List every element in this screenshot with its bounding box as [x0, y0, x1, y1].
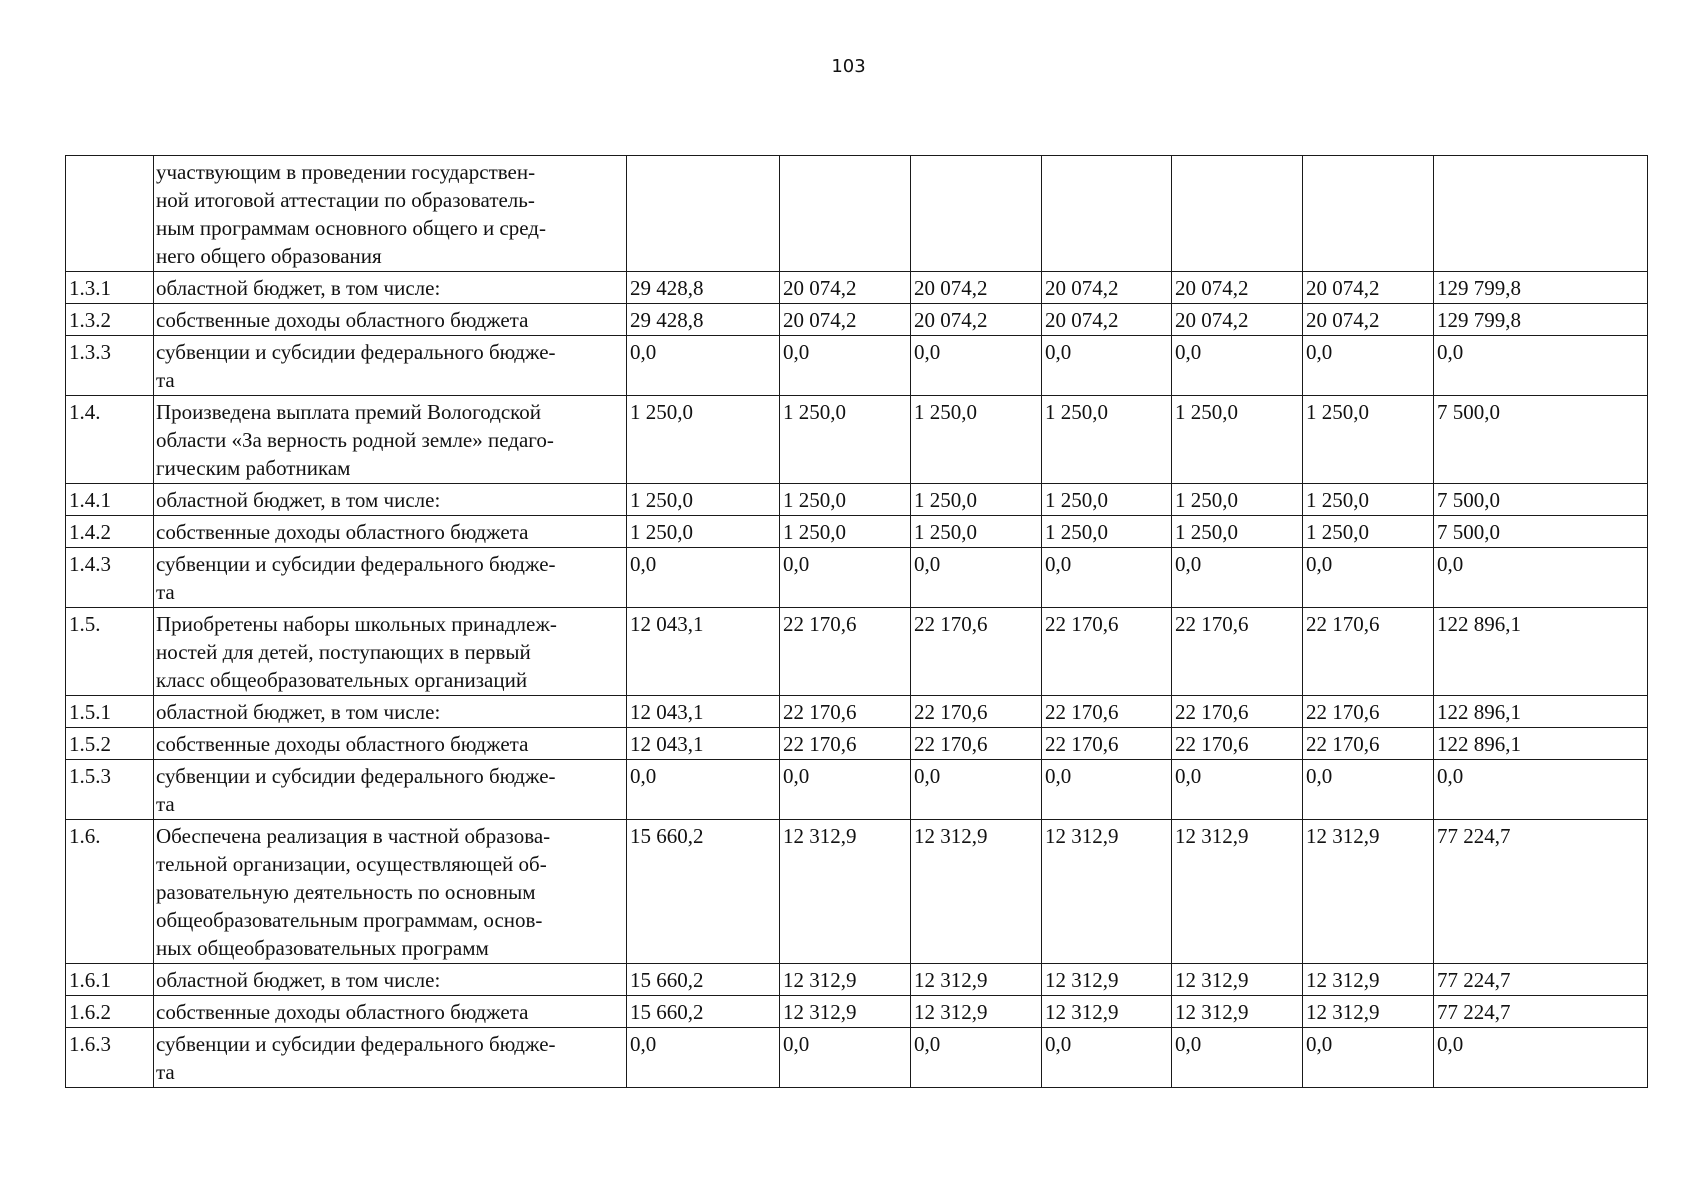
table-row	[66, 272, 1648, 304]
value-cell: 1 250,0	[1042, 396, 1172, 484]
row-description	[154, 696, 627, 728]
value-cell: 22 170,6	[1172, 728, 1303, 760]
value-cell: 12 043,1	[627, 696, 780, 728]
value-cell: 0,0	[1434, 336, 1648, 396]
value-cell: 0,0	[627, 1028, 780, 1088]
description-line: Обеспечена реализация в частной образова-	[156, 824, 551, 848]
table-row	[66, 696, 1648, 728]
value-cell: 0,0	[1172, 760, 1303, 820]
budget-table	[65, 155, 1648, 1088]
table-row	[66, 156, 1648, 272]
value-cell: 0,0	[911, 1028, 1042, 1088]
description-line: ных общеобразовательных программ	[156, 936, 489, 960]
table-row	[66, 304, 1648, 336]
description-line: ной итоговой аттестации по образователь-	[156, 188, 535, 212]
description-line: гическим работникам	[156, 456, 351, 480]
description-line: ным программам основного общего и сред-	[156, 216, 546, 240]
value-cell: 7 500,0	[1434, 484, 1648, 516]
row-description	[154, 996, 627, 1028]
description-line: та	[156, 792, 175, 816]
value-cell: 1 250,0	[627, 484, 780, 516]
value-cell: 1 250,0	[911, 516, 1042, 548]
value-cell: 12 312,9	[1042, 996, 1172, 1028]
value-cell: 12 043,1	[627, 728, 780, 760]
value-cell: 0,0	[1303, 548, 1434, 608]
row-description	[154, 484, 627, 516]
value-cell: 12 043,1	[627, 608, 780, 696]
table-row	[66, 820, 1648, 964]
value-cell: 0,0	[1172, 336, 1303, 396]
description-line: собственные доходы областного бюджета	[156, 520, 529, 544]
value-cell: 0,0	[1434, 1028, 1648, 1088]
row-code: 1.4.1	[66, 484, 154, 516]
value-cell: 12 312,9	[1303, 964, 1434, 996]
row-description	[154, 820, 627, 964]
description-line: собственные доходы областного бюджета	[156, 1000, 529, 1024]
value-cell: 12 312,9	[780, 964, 911, 996]
value-cell: 15 660,2	[627, 820, 780, 964]
value-cell: 1 250,0	[1042, 516, 1172, 548]
value-cell: 22 170,6	[1172, 696, 1303, 728]
value-cell: 20 074,2	[1042, 304, 1172, 336]
value-cell: 0,0	[911, 760, 1042, 820]
value-cell: 0,0	[780, 548, 911, 608]
value-cell: 20 074,2	[1303, 304, 1434, 336]
value-cell: 1 250,0	[911, 396, 1042, 484]
value-cell: 20 074,2	[780, 304, 911, 336]
description-line: субвенции и субсидии федерального бюдже-	[156, 1032, 556, 1056]
row-code: 1.6.1	[66, 964, 154, 996]
value-cell: 129 799,8	[1434, 272, 1648, 304]
value-cell: 22 170,6	[911, 608, 1042, 696]
description-line: областной бюджет, в том числе:	[156, 276, 441, 300]
value-cell	[1434, 156, 1648, 272]
value-cell: 0,0	[911, 548, 1042, 608]
value-cell: 0,0	[627, 760, 780, 820]
page-number: 103	[831, 56, 866, 77]
description-line: собственные доходы областного бюджета	[156, 732, 529, 756]
row-description	[154, 728, 627, 760]
row-code: 1.6.2	[66, 996, 154, 1028]
description-line: ностей для детей, поступающих в первый	[156, 640, 531, 664]
value-cell: 12 312,9	[911, 996, 1042, 1028]
table-row	[66, 996, 1648, 1028]
table-row	[66, 484, 1648, 516]
value-cell: 22 170,6	[780, 728, 911, 760]
description-line: области «За верность родной земле» педаго-	[156, 428, 554, 452]
value-cell	[627, 156, 780, 272]
value-cell: 1 250,0	[627, 396, 780, 484]
description-line: областной бюджет, в том числе:	[156, 968, 441, 992]
description-line: субвенции и субсидии федерального бюдже-	[156, 552, 556, 576]
row-description	[154, 548, 627, 608]
row-description	[154, 760, 627, 820]
row-description	[154, 1028, 627, 1088]
value-cell: 22 170,6	[1303, 608, 1434, 696]
value-cell: 12 312,9	[1303, 820, 1434, 964]
value-cell: 12 312,9	[1172, 964, 1303, 996]
value-cell	[780, 156, 911, 272]
description-line: та	[156, 368, 175, 392]
table-row	[66, 548, 1648, 608]
value-cell: 1 250,0	[1172, 516, 1303, 548]
value-cell	[1303, 156, 1434, 272]
row-code: 1.5.1	[66, 696, 154, 728]
value-cell: 1 250,0	[911, 484, 1042, 516]
row-description	[154, 608, 627, 696]
table-row	[66, 336, 1648, 396]
row-code: 1.3.2	[66, 304, 154, 336]
description-line: него общего образования	[156, 244, 382, 268]
value-cell: 20 074,2	[911, 304, 1042, 336]
value-cell: 0,0	[780, 336, 911, 396]
table-row	[66, 1028, 1648, 1088]
value-cell: 0,0	[1042, 1028, 1172, 1088]
value-cell: 122 896,1	[1434, 728, 1648, 760]
row-code: 1.4.3	[66, 548, 154, 608]
row-code: 1.5.2	[66, 728, 154, 760]
value-cell: 12 312,9	[1042, 964, 1172, 996]
value-cell: 0,0	[911, 336, 1042, 396]
value-cell: 0,0	[1042, 548, 1172, 608]
value-cell: 77 224,7	[1434, 820, 1648, 964]
value-cell: 1 250,0	[1172, 484, 1303, 516]
value-cell: 0,0	[780, 760, 911, 820]
table-row	[66, 608, 1648, 696]
description-line: участвующим в проведении государствен-	[156, 160, 536, 184]
table-row	[66, 728, 1648, 760]
value-cell: 1 250,0	[780, 396, 911, 484]
row-code: 1.4.2	[66, 516, 154, 548]
value-cell: 20 074,2	[780, 272, 911, 304]
value-cell: 22 170,6	[1172, 608, 1303, 696]
value-cell: 0,0	[1434, 760, 1648, 820]
table-body	[66, 156, 1648, 1088]
value-cell: 1 250,0	[780, 484, 911, 516]
description-line: Приобретены наборы школьных принадлеж-	[156, 612, 557, 636]
value-cell: 12 312,9	[911, 820, 1042, 964]
value-cell: 1 250,0	[627, 516, 780, 548]
value-cell: 1 250,0	[1303, 396, 1434, 484]
value-cell: 29 428,8	[627, 272, 780, 304]
value-cell: 0,0	[1434, 548, 1648, 608]
value-cell: 1 250,0	[1303, 484, 1434, 516]
value-cell: 12 312,9	[780, 820, 911, 964]
value-cell: 7 500,0	[1434, 516, 1648, 548]
value-cell: 7 500,0	[1434, 396, 1648, 484]
value-cell: 12 312,9	[911, 964, 1042, 996]
value-cell: 0,0	[1172, 548, 1303, 608]
description-line: собственные доходы областного бюджета	[156, 308, 529, 332]
description-line: субвенции и субсидии федерального бюдже-	[156, 764, 556, 788]
description-line: субвенции и субсидии федерального бюдже-	[156, 340, 556, 364]
value-cell: 77 224,7	[1434, 996, 1648, 1028]
value-cell: 0,0	[1303, 1028, 1434, 1088]
row-description	[154, 396, 627, 484]
row-code: 1.6.3	[66, 1028, 154, 1088]
value-cell: 77 224,7	[1434, 964, 1648, 996]
value-cell: 20 074,2	[1172, 304, 1303, 336]
value-cell: 20 074,2	[1303, 272, 1434, 304]
description-line: общеобразовательным программам, основ-	[156, 908, 543, 932]
value-cell: 0,0	[780, 1028, 911, 1088]
value-cell	[1042, 156, 1172, 272]
value-cell: 22 170,6	[1042, 608, 1172, 696]
row-description	[154, 304, 627, 336]
table-row	[66, 516, 1648, 548]
value-cell: 20 074,2	[911, 272, 1042, 304]
description-line: класс общеобразовательных организаций	[156, 668, 528, 692]
table-row	[66, 396, 1648, 484]
value-cell: 1 250,0	[780, 516, 911, 548]
value-cell: 12 312,9	[1303, 996, 1434, 1028]
value-cell	[911, 156, 1042, 272]
value-cell: 0,0	[1042, 760, 1172, 820]
description-line: та	[156, 580, 175, 604]
value-cell: 12 312,9	[1172, 820, 1303, 964]
value-cell: 1 250,0	[1172, 396, 1303, 484]
table-row	[66, 760, 1648, 820]
value-cell: 0,0	[627, 336, 780, 396]
row-code: 1.3.1	[66, 272, 154, 304]
value-cell: 22 170,6	[1042, 696, 1172, 728]
value-cell: 15 660,2	[627, 996, 780, 1028]
row-code: 1.3.3	[66, 336, 154, 396]
description-line: областной бюджет, в том числе:	[156, 700, 441, 724]
value-cell: 12 312,9	[1172, 996, 1303, 1028]
value-cell: 12 312,9	[1042, 820, 1172, 964]
description-line: та	[156, 1060, 175, 1084]
value-cell	[1172, 156, 1303, 272]
value-cell: 22 170,6	[780, 608, 911, 696]
row-code	[66, 156, 154, 272]
value-cell: 22 170,6	[1303, 728, 1434, 760]
value-cell: 0,0	[1303, 336, 1434, 396]
value-cell: 122 896,1	[1434, 608, 1648, 696]
description-line: разовательную деятельность по основным	[156, 880, 536, 904]
value-cell: 1 250,0	[1303, 516, 1434, 548]
value-cell: 129 799,8	[1434, 304, 1648, 336]
value-cell: 22 170,6	[911, 728, 1042, 760]
value-cell: 0,0	[1303, 760, 1434, 820]
value-cell: 122 896,1	[1434, 696, 1648, 728]
row-code: 1.4.	[66, 396, 154, 484]
value-cell: 22 170,6	[911, 696, 1042, 728]
value-cell: 20 074,2	[1172, 272, 1303, 304]
description-line: Произведена выплата премий Вологодской	[156, 400, 542, 424]
row-description	[154, 516, 627, 548]
row-description	[154, 336, 627, 396]
value-cell: 22 170,6	[1042, 728, 1172, 760]
value-cell: 22 170,6	[780, 696, 911, 728]
value-cell: 12 312,9	[780, 996, 911, 1028]
value-cell: 0,0	[1172, 1028, 1303, 1088]
row-description	[154, 964, 627, 996]
description-line: областной бюджет, в том числе:	[156, 488, 441, 512]
value-cell: 20 074,2	[1042, 272, 1172, 304]
description-line: тельной организации, осуществляющей об-	[156, 852, 547, 876]
value-cell: 29 428,8	[627, 304, 780, 336]
row-description	[154, 156, 627, 272]
row-code: 1.6.	[66, 820, 154, 964]
row-code: 1.5.	[66, 608, 154, 696]
table-row	[66, 964, 1648, 996]
value-cell: 22 170,6	[1303, 696, 1434, 728]
value-cell: 15 660,2	[627, 964, 780, 996]
row-description	[154, 272, 627, 304]
value-cell: 1 250,0	[1042, 484, 1172, 516]
value-cell: 0,0	[627, 548, 780, 608]
value-cell: 0,0	[1042, 336, 1172, 396]
row-code: 1.5.3	[66, 760, 154, 820]
